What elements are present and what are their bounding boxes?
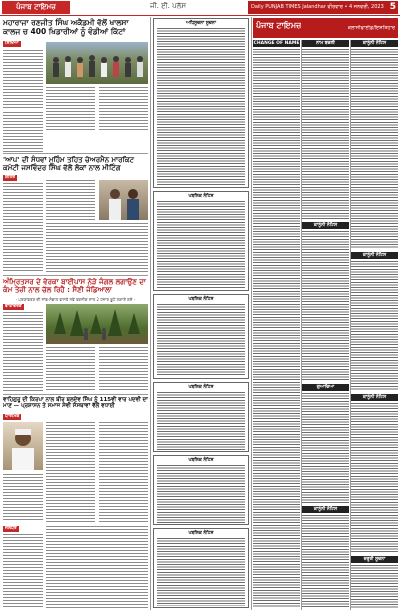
col2-classified-text (302, 515, 349, 608)
notice-text (157, 304, 245, 377)
story3-headline: ਅੰਮ੍ਰਿਤਸਰ ਦੇ ਵੇਰਕਾ ਬਾਈਪਾਸ ਨੇੜੇ ਜੰਗਲ ਲਗਾਉਣ ਦਾ ਕੰਮ ਤੇਜ਼ੀ ਨਾਲ ਚੱਲ ਰਿਹੈ : ਸੈਣੀ ਜੰਡਿਆਲਾ (3, 278, 146, 295)
notice-heading: ਪਬਲਿਕ ਨੋਟਿਸ (188, 458, 214, 463)
story1-tag: ਸਿੱਖਿਆ (5, 41, 19, 46)
notice-box-1 (153, 18, 249, 188)
column-rule (150, 17, 151, 610)
trees-photo-icon (46, 304, 148, 344)
notice-heading: ਪਬਲਿਕ ਨੋਟਿਸ (188, 194, 214, 199)
story2-photo (99, 180, 148, 220)
story2-headline: 'ਆਪ' ਦੀ ਸੰਧਵਾਂ ਮੁਹਿੰਮ ਤਹਿਤ ਚੇਅਰਮੈਨ ਮਾਰਕਿਟ ਕਮੇਟੀ ਜਸਵਿੰਦਰ ਸਿੰਘ ਵੱਲੋਂ ਲੋਕਾਂ ਨਾਲ ਮੀਟਿੰਗ (3, 156, 135, 173)
col3-classified-text (351, 403, 398, 553)
story3-subhead: - ਪਰਯਾਵਰਣ ਦੀ ਸਾਂਭ-ਸੰਭਾਲ ਵਾਸਤੇ ਨਵੇਂ ਤਕਨੀਕ ਨਾਲ 2 ਹਜ਼ਾਰ ਬੂਟੇ ਲਗਾਏ ਗਏ - (15, 297, 136, 302)
divider (3, 153, 148, 154)
story4-text-col1 (3, 474, 43, 522)
col3-header: ਕਾਨੂੰਨੀ ਨੋਟਿਸ (351, 40, 398, 47)
story1-photo-group (46, 42, 148, 84)
bottom-section-tag: ਜਲੰਧਰ (5, 526, 17, 531)
col2-header: ਨਾਮ ਬਦਲੀ (302, 40, 349, 47)
notice-text (157, 28, 245, 186)
col3-classified-text (351, 49, 398, 249)
notice-text (157, 465, 245, 523)
notice-title: ਅਧਿਸੂਚਨਾ ਸੂਚਨਾ (186, 21, 216, 26)
col2-section-header: ਕਾਨੂੰਨੀ ਨੋਟਿਸ (302, 506, 349, 513)
story1-text-col2 (46, 87, 95, 130)
story2-text-col1 (3, 183, 43, 273)
portrait-photo-icon (3, 422, 43, 470)
story4-text-col3 (99, 422, 148, 522)
story4-text-col2 (46, 422, 95, 522)
classified-banner-subtitle: ਕਲਾਸੀਫਾਈਡ/ਇਸ਼ਤਿਹਾਰ (347, 25, 395, 31)
notice-box-2 (153, 191, 249, 291)
notice-heading: ਪਬਲਿਕ ਨੋਟਿਸ (188, 531, 214, 536)
col2-section-header: ਗੁਆਚਿਆ (302, 384, 349, 391)
notice-text (157, 201, 245, 289)
classified-banner (253, 18, 398, 38)
newspaper-logo: ਪੰਜਾਬ ਟਾਇਮਜ਼ (2, 1, 70, 14)
bottom-text-col1 (3, 534, 43, 608)
story3-photo-forest (46, 304, 148, 344)
story4-tag: ਧਾਰਮਿਕ (5, 414, 20, 419)
masthead (0, 0, 400, 16)
col3-classified-text (351, 261, 398, 391)
col2-classified-text (302, 49, 349, 219)
story4-headline: ਵਾਹਿਗੁਰੂ ਦੀ ਕਿਰਪਾ ਨਾਲ ਬੀਰ ਬਲਦੇਵ ਸਿੰਘ ਨੂੰ 115ਵੀਂ ਵਾਰ ਪਦਵੀ ਦਾ ਮਾਣ — ਪ੍ਰਸ਼ਾਸਨ ਤੇ ਸਮਾਜ ਸੇਵੀ ਸੰਸਥਾਵਾਂ ਵੱਲੋਂ ਵਧਾਈ (3, 397, 148, 410)
col3-section-header: ਕਾਨੂੰਨੀ ਨੋਟਿਸ (351, 394, 398, 401)
divider (3, 394, 148, 395)
notice-heading: ਪਬਲਿਕ ਨੋਟਿਸ (188, 385, 214, 390)
story2-text-col2 (46, 180, 95, 220)
masthead-dateline (248, 1, 398, 14)
story3-text-col2 (46, 347, 95, 392)
dateline-text: Daily PUNJAB TIMES Jalandhar ਵੀਰਵਾਰ • 4 ਜਨਵਰੀ, 2023 (251, 4, 384, 10)
col2-section-header: ਕਾਨੂੰਨੀ ਨੋਟਿਸ (302, 222, 349, 229)
story1-text-col1b (3, 112, 43, 152)
notice-box-5 (153, 455, 249, 525)
notice-text (157, 392, 245, 450)
classified-banner-title: ਪੰਜਾਬ ਟਾਇਮਜ਼ (256, 21, 302, 30)
col1-header: CHANGE OF NAME (253, 41, 300, 46)
story1-text-col1 (3, 50, 43, 110)
story4-portrait (3, 422, 43, 470)
story2-text-body (46, 223, 148, 273)
col1-classified-text (253, 49, 300, 608)
story3-text-col1 (3, 312, 43, 392)
notice-box-6 (153, 528, 249, 608)
masthead-center-label: ਜੀ. ਈ. ਪਲੱਸ (150, 2, 186, 10)
notice-text (157, 538, 245, 606)
story2-tag: ਸ਼ਹਿਰ (5, 175, 15, 180)
notice-box-4 (153, 382, 249, 452)
col2-classified-text (302, 393, 349, 503)
story3-text-col3 (99, 347, 148, 392)
page-number: 5 (389, 2, 396, 12)
story1-headline: ਮਹਾਰਾਜਾ ਰਣਜੀਤ ਸਿੰਘ ਅਕੈਡਮੀ ਵੱਲੋਂ ਖਾਲਸਾ ਕਾਲਜ ਚ 400 ਖਿਡਾਰੀਆਂ ਨੂੰ ਵੰਡੀਆਂ ਕਿੱਟਾਂ (3, 18, 129, 36)
story1-text-col3 (99, 87, 148, 130)
divider (3, 275, 148, 276)
notice-heading: ਪਬਲਿਕ ਨੋਟਿਸ (188, 297, 214, 302)
col3-section-header: ਜ਼ਰੂਰੀ ਸੂਚਨਾ (351, 556, 398, 563)
story3-tag: ਵਾਤਾਵਰਣ (5, 304, 22, 309)
bottom-text-body (46, 526, 148, 608)
person-photo-icon (99, 180, 148, 220)
notice-box-3 (153, 294, 249, 379)
col3-classified-text (351, 565, 398, 608)
col3-section-header: ਕਾਨੂੰਨੀ ਨੋਟਿਸ (351, 252, 398, 259)
people-photo-icon (46, 42, 148, 84)
column-rule (251, 17, 252, 610)
col2-classified-text (302, 231, 349, 381)
